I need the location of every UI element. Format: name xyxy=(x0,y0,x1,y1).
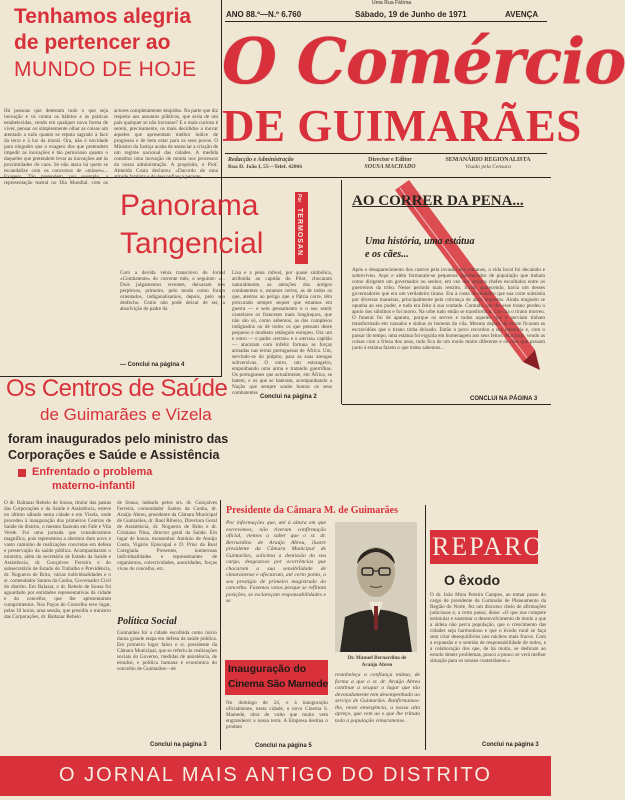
reparo-body: O dr. João Mota Pereira Campos, ao tomar posse do cargo de presidente da Comissão de Planeamento da Região do Norte, fez um discurso cheio de afirmações judiciosas e, a certo passo, disse: «O que nos compete estimular e sustentar o desenvolvimento de modo a que a aldeia não perca população, que o crescimento das cidades seja harmonioso e que o êxodo rural se faça sem criar desequilíbrios nos núcleos mais fracos. Com a expansão e o sentido de responsabilidade de todos, e a colaboração dos que, de há muito, se dedicam ao estudo destes problemas, pouco a pouco se verá melhor situação para os nossos conterrâneos.» xyxy=(430,592,546,664)
saude-headline-2: de Guimarães e Vizela xyxy=(40,405,212,424)
panorama-headline-1: Panorama xyxy=(120,189,259,222)
reparo-headline: REPARO xyxy=(432,532,545,561)
saude-headline-1: Os Centros de Saúde xyxy=(6,375,228,402)
cinema-headline-2: Cinema São Mamede xyxy=(228,678,328,690)
cinema-headline-1: Inauguração do xyxy=(228,663,307,675)
left-article-continued: — Conclui na página 4 xyxy=(120,362,185,368)
reparo-continued: Conclui na página 3 xyxy=(482,742,539,748)
correr-subhead-2: e os cães... xyxy=(365,249,409,260)
issue-number: ANO 88.º—N.º 6.760 xyxy=(226,10,302,19)
masthead-title-script: O Comércio xyxy=(222,24,625,98)
panorama-byline: TERMOSAN xyxy=(296,208,303,257)
cinema-body: No domingo de 24, e à inauguração oficialmente, nesta cidade, o novo Cinema S. Mamede, obra de vulto que muito vem engrandecer a nossa terra. A Empresa destina o produto xyxy=(226,700,328,730)
presidente-photo-caption-1: Dr. Manuel Bernardino de xyxy=(347,655,407,661)
presidente-photo xyxy=(335,522,417,652)
correr-subhead-1: Uma história, uma estátua xyxy=(365,236,475,247)
left-headline-1: Tenhamos alegria xyxy=(14,5,192,28)
saude-subhead-2: Corporações e Saúde e Assistência xyxy=(8,448,220,462)
panorama-body-2: Lisa e a pena ridível, por quase simbólica, atribuída ao capitão do Pilot, chocaram naturalmente, as atenções dos antigos combatentes e, estamos certos, as de todos os que, atentos ao perigo que a Pátria corre, têm procurado sempre sequer que estamos em guerra — e sem pensamento e o seu sentir cautelares os franceses mais longínquos, que não são só, como sabemos, as dos compleios indignados ou de todos os que pensam deste pequeno e modesto retângulo europeu. Ora um e outro — o padre «terras» e o «terras» capitão — atacaram com infeliz fortuna as forças armadas nas terras portuguesas de África. Um, servindo-se do púlpito, para as suas arengas subversivas. O outro, um estrangeiro, empunhando uma arma e tratando guerrilhas. Os portugueses que actualmente, em África, se batem, e os que se bateram, acompanhando a Nação que sempre soube honrar os seus combatentes xyxy=(232,270,332,396)
saude-kicker-2: materno-infantil xyxy=(52,480,136,492)
issue-price: AVENÇA xyxy=(505,10,539,19)
panorama-continued: Conclui na página 2 xyxy=(260,394,317,400)
presidente-photo-caption-2: Araújo Abreu xyxy=(361,662,393,668)
footer-text: O JORNAL MAIS ANTIGO DO DISTRITO xyxy=(59,764,492,786)
issue-date: Sábado, 19 de Junho de 1971 xyxy=(355,10,467,19)
politica-continued: Conclui na página 3 xyxy=(150,742,207,748)
presidente-body-2: restabeleça a confiança mútua, de forma a que o sr. dr. Araújo Abreu continue a ocupar o lugar que tão devotadamente tem desempenhado ao serviço de Guimarães. Ranfirmamos-lhe, neste emergência, a nossa alta apreço, que vem ao e que lhe tributa toda a população vimaranense. xyxy=(335,672,420,724)
correr-continued: CONCLUI NA PÁGINA 3 xyxy=(470,396,538,402)
admin-address: Rua D. João I, 55—Telef. 42066 xyxy=(228,164,303,170)
left-article-body: Há pessoas que detestam tudo o que seja inovação e vá contra os hábitos e as práticas estabelecidas, vendo em qualquer nova forma de viver, pensar ou simplesmente olhar as coisas um atentado a tudo quanto se reputa sagrado à face da terra e à luz da moral. Ora, não é novidade para ninguém que o exagero dos que pretendem impedir as inovações é tão pernicioso quanto o daqueles que pretendem levar as inovações até às proximidades do caos. Se não ataca há quem se escandalize com os concursos de «misses»... Exagero. Tão pretendem, por exemplo, a representação teatral no Dia Mundial, com os actores completamente despidos. Na parte que diz respeito aos assuntos públicos, que seria de um país qualquer se não inovasse? E o mais curioso é serem, precisamente, os mais decididos a inovar aqueles que apresentam melhor índice de progresso e de bem estar para os seus povos. O Ministro da Justiça acaba de anunciar a criação de um regime nacional das cidades. A medida constitui uma inovação de monta nos processos da nossa administração. A propósito, o Prof. Almeida Costa declarou: «Dacordo de uma atitude fatalista e de desconfiança perante xyxy=(4,108,218,186)
politica-body: Guimarães foi a cidade escolhida como início duma grande etapa em defesa da saúde pública. Em primeiro lugar falou o sr. presidente da Câmara Municipal, que se referiu às realizações sociais do Governo, medidas de assistência, de estudos, e política humana e económica do concelho de Guimarães—de xyxy=(117,630,217,672)
panorama-body-1: Com a devida vénia transcrevo do Jornal «Combatente» do corrente mês, o seguinte: «... Dois julgamentos recentes, deixaram nos perplexos, primeiro, pelo modo como foram orientados, indiganalisamos, depois, pelo seu desfecho. Como não pode deixar de ser, a absolvição de padre da xyxy=(120,270,225,312)
correr-headline: AO CORRER DA PENA... xyxy=(352,193,524,209)
panorama-headline-2: Tangencial xyxy=(120,227,264,260)
top-strip: Uma Rua Fátima xyxy=(372,0,412,6)
cinema-continued: Conclui na página 5 xyxy=(255,743,312,749)
presidente-intro: Por informações que, até à altura em que escrevemos, não tiveram confirmação oficial, viemos a saber que o sr. dr. Bernardino de Araújo Abreu, ilustre presidente da Câmara Municipal de Guimarães, solicitou a demissão do seu cargo, desgostoso por ocorrências que chocaram a sua sensibilidade de vimaranense e afectaram, até certo ponto, o seu prestígio de primeiro magistrado do concelho. Fazemos votos porque se reflitam posições, se esclareçam responsabilidades e se xyxy=(226,520,326,604)
politica-headline: Política Social xyxy=(117,616,177,627)
director-label: Director e Editor xyxy=(368,157,412,163)
correr-body: Após o desaparecimento dos castros pela invasão dos romanos, a vida local foi decaindo e sobreviveu. Aqui e além formaram-se pequenos aglomerados de população que tinham como dirigente um governador ou senhor, em vez dos antigos chefes escolhidos entre os guerreiros da tribo. Nesse período mais restrito, foram aparecendo, havia um desses governadores que era um verdadeiro tirano. Era à custa do dinheiro que sua corte subsistia por diversas maneiras, principalmente pela cobrança de altos impostos. Ainda ninguém se opunha ao seu poder, e tudo era feito à sua vontade. Contudo, um dia esse tirano perdeu o apoio dos súbditos e foi morto. Na urbe tudo então se transformou. Um dia o tirano morreu. O funeral foi de aparato, porque os servos e todos aqueles que o serviam tinham transformado em vassalos e sinhas os homens da vila. Mesmo depois da morte ficaram as escravidões que o tirano tinha deixado. Então o povo recordou a sua memória e, com o passar do tempo, uma estátua foi erguida em homenagem aos seus feitos. Mas hoje, vendo as coisas com a frieza dos anos, tudo fica de um modo muito diferente e os cães que passam junto à estátua fazem o que todos sabemos... xyxy=(352,267,545,351)
reparo-subhead: O êxodo xyxy=(444,572,501,588)
saude-body-col2: de Sousa, ladeado pelos srs. dr. Gonçalves Ferreira, comendador Santos da Cunha, dr. Araújo Abreu, presidente da Câmara Municipal de Guimarães, dr. Raul Ribeiro, Directora Geral de Assistência, dr. Nogueira de Brito e dr. Cristiano Nina, director geral da Saúde. Em lugar de honra, monsenhor António de Araújo Costa, Vigário Episcopal e D. Prior da Real Colegiada. Presentes, numerosas individualidades e representantes de organismos, colectividades, autoridades, forças vivas do concelho, etc. xyxy=(117,500,217,572)
presidente-headline: Presidente da Câmara M. de Guimarães xyxy=(226,505,399,516)
panorama-byline-prefix: Por xyxy=(296,194,302,203)
censor-note: Visado pela Censura xyxy=(465,164,511,170)
masthead-title-caps: DE GUIMARÃES xyxy=(222,101,582,151)
left-headline-3: MUNDO DE HOJE xyxy=(14,58,197,81)
left-headline-2: de pertencer ao xyxy=(14,31,171,54)
weekly-label: SEMANÁRIO REGIONALISTA xyxy=(445,157,531,163)
saude-kicker-bullet-icon xyxy=(18,469,26,477)
admin-label: Redacção e Administração xyxy=(228,157,294,163)
saude-body-col1: O dr. Baltazar Rebelo de Sousa, titular das pastas das Corporações e da Saúde e Assistência, esteve no último sábado nesta cidade e em Vizela, onde procedeu à inauguração dos primeiros Centros de Saúde do distrito, o mesmo fazendo em Fafe e Vila Verde. Foi uma jornada que considerarmos magnífica, pois representou a abertura dum novo e vasto caminho de realizações concretas em defesa e preservação da saúde pública. Acompanharam o ministro, além do secretário de Estado da Saúde e Assistência, dr. Gonçalves Ferreira e do subsecretário de Estado do Trabalho e Previdência, dr. Nogueira de Brito, várias individualidades e o sr. comendador Santos da Cunha, Governador Civil do distrito. Em Balazar, o dr. Rebelo de Sousa foi aguardado por entidades representativas da cidade e do concelho, que lhe apresentaram cumprimentos. Nos Paços do Concelho teve lugar, pelas 10 horas, uma sessão, que presidiu o ministro das Corporações, dr. Baltazar Rebelo xyxy=(4,500,111,620)
saude-subhead-1: foram inaugurados pelo ministro das xyxy=(8,432,229,446)
director-name: SOUSA MACHADO xyxy=(364,164,416,170)
saude-kicker-1: Enfrentado o problema xyxy=(32,466,153,478)
